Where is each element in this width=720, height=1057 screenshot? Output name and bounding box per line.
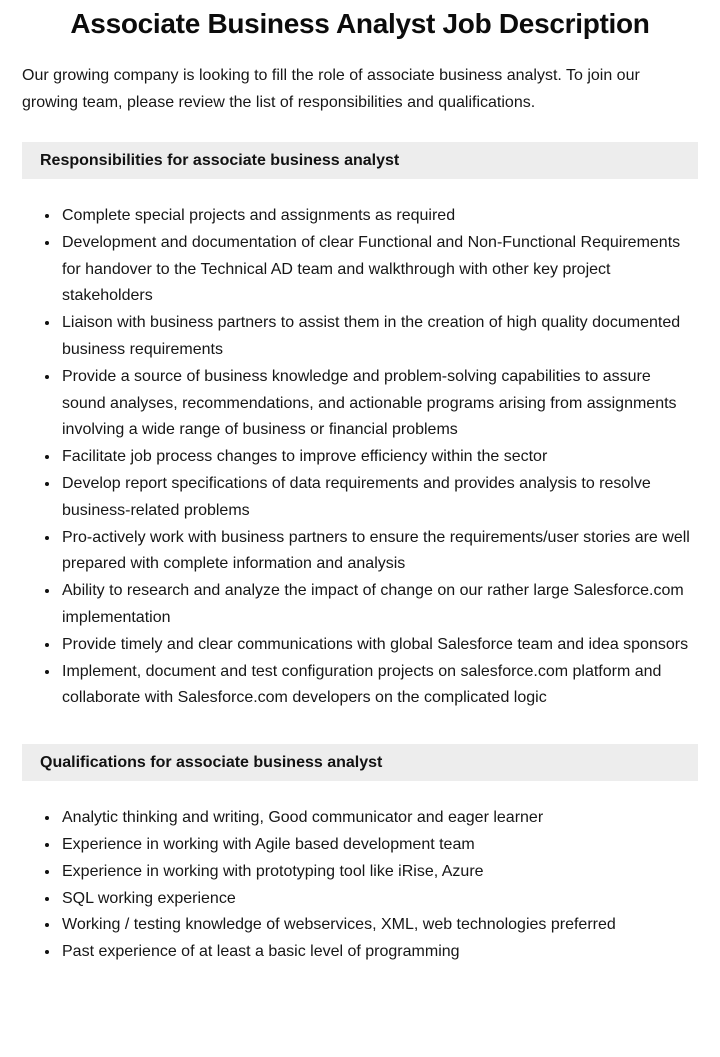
responsibility-list-item: • Provide timely and clear communications with global Salesforce team and idea sponsors xyxy=(60,632,698,659)
qualifications-list xyxy=(22,805,698,966)
responsibility-list-item: • Liaison with business partners to assist them in the creation of high quality documented business requirements xyxy=(60,310,698,364)
responsibilities-heading-bar xyxy=(22,142,698,179)
responsibility-list-item: • Complete special projects and assignments as required xyxy=(60,203,698,230)
intro-paragraph: Our growing company is looking to fill the role of associate business analyst. To join our growing team, please review the list of responsibilities and qualifications. xyxy=(22,67,640,111)
responsibility-list-item: • Facilitate job process changes to improve efficiency within the sector xyxy=(60,444,698,471)
qualification-list-item: • SQL working experience xyxy=(60,886,698,913)
responsibility-list-item: • Pro-actively work with business partners to ensure the requirements/user stories are well prepared with complete information and analysis xyxy=(60,525,698,579)
responsibility-list-item: • Provide a source of business knowledge and problem-solving capabilities to assure sound analyses, recommendations, and actionable programs arising from assignments involving a wide range of business or financial problems xyxy=(60,364,698,444)
responsibilities-list xyxy=(22,203,698,712)
responsibilities-section xyxy=(22,142,698,712)
qualification-list-item: • Analytic thinking and writing, Good communicator and eager learner xyxy=(60,805,698,832)
responsibilities-heading-text: Responsibilities for associate business analyst xyxy=(40,152,400,169)
qualification-list-item: • Past experience of at least a basic level of programming xyxy=(60,939,698,966)
responsibility-list-item: • Implement, document and test configuration projects on salesforce.com platform and collaborate with Salesforce.com developers on the complicated logic xyxy=(60,659,698,713)
qualifications-heading-bar xyxy=(22,744,698,781)
responsibility-list-item: • Development and documentation of clear Functional and Non-Functional Requirements for handover to the Technical AD team and walkthrough with other key project stakeholders xyxy=(60,230,698,310)
responsibility-list-item: • Ability to research and analyze the impact of change on our rather large Salesforce.com implementation xyxy=(60,578,698,632)
qualification-list-item: • Experience in working with prototyping tool like iRise, Azure xyxy=(60,859,698,886)
responsibility-list-item: • Develop report specifications of data requirements and provides analysis to resolve business-related problems xyxy=(60,471,698,525)
qualifications-section xyxy=(22,744,698,966)
qualification-list-item: • Working / testing knowledge of webservices, XML, web technologies preferred xyxy=(60,912,698,939)
qualifications-heading-text: Qualifications for associate business analyst xyxy=(40,754,383,772)
page-title: Associate Business Analyst Job Description xyxy=(70,8,650,39)
qualification-list-item: • Experience in working with Agile based development team xyxy=(60,832,698,859)
